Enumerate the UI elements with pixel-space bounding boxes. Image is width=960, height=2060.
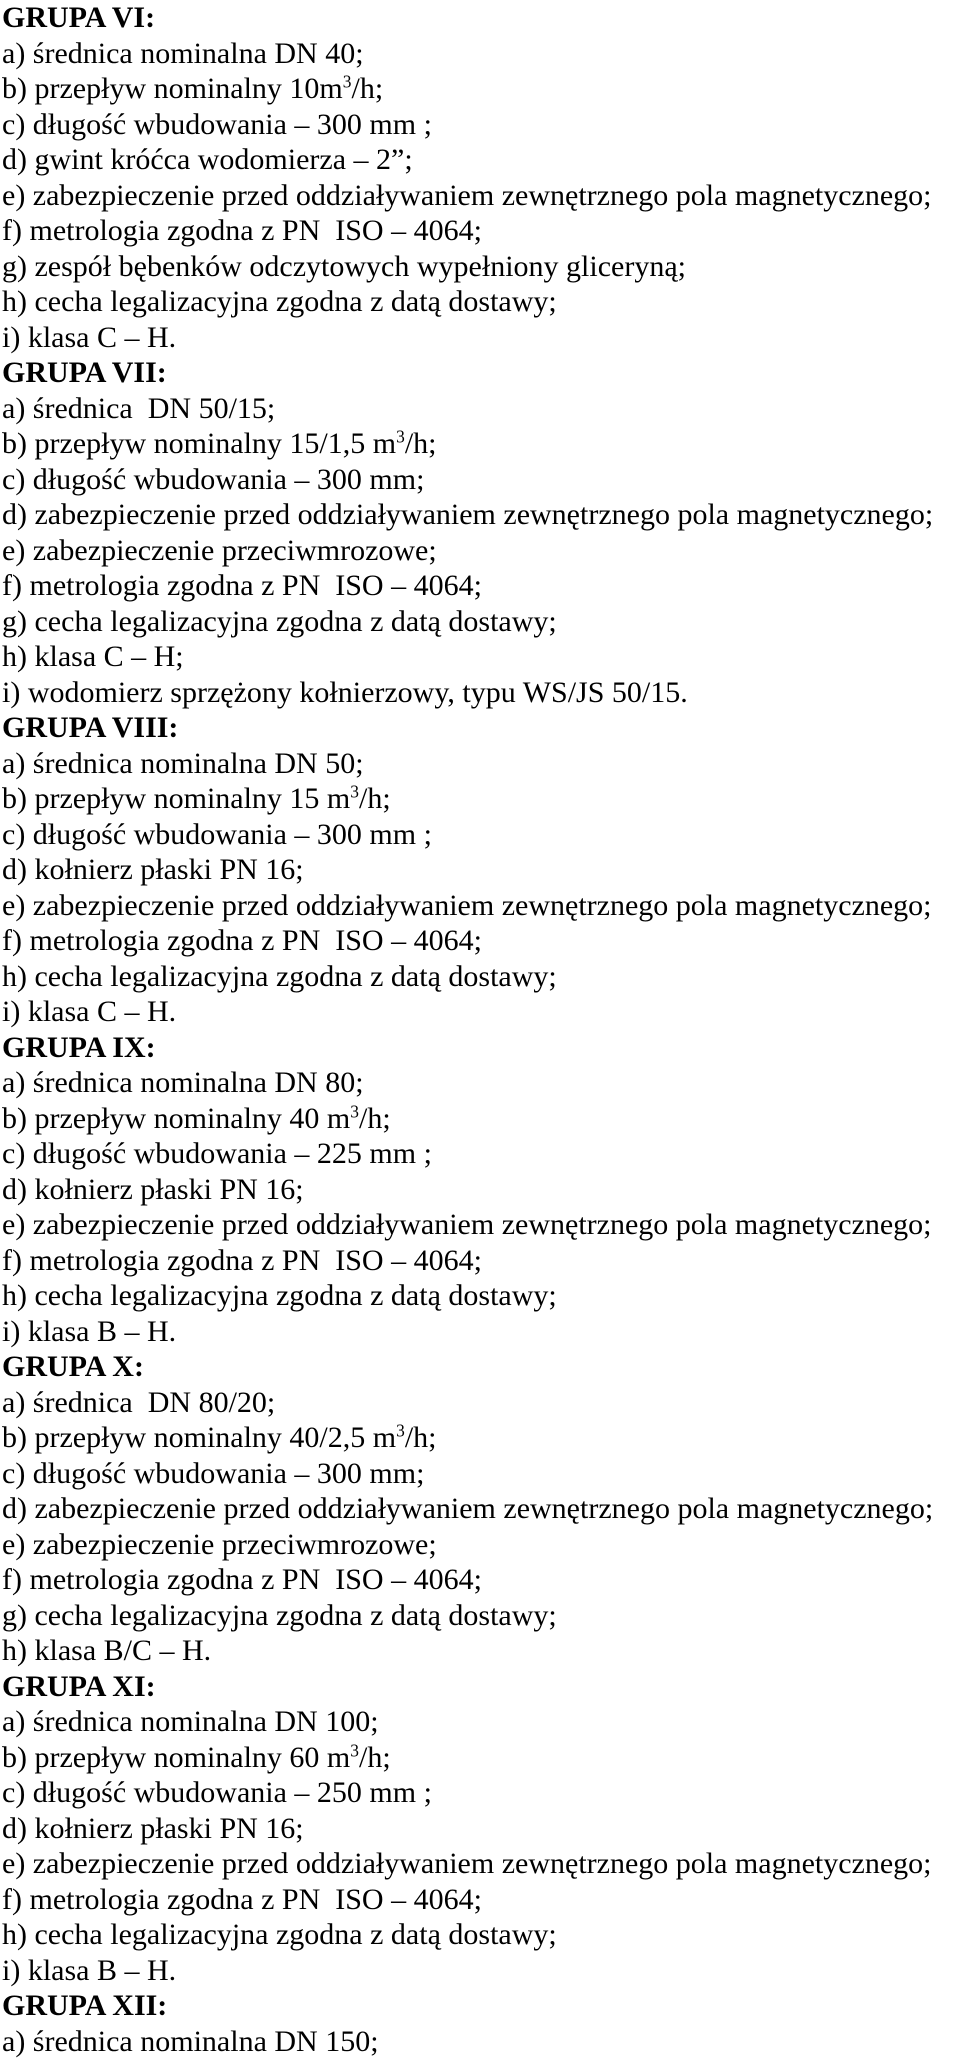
group-heading: GRUPA VIII: xyxy=(2,711,179,744)
spec-item: f) metrologia zgodna z PN ISO – 4064; xyxy=(2,1243,482,1277)
spec-item-text: b) przepływ nominalny 40 m xyxy=(2,1101,351,1135)
spec-item: g) zespół bębenków odczytowych wypełniony gliceryną; xyxy=(2,249,686,283)
superscript: 3 xyxy=(350,1101,359,1122)
spec-item: a) średnica nominalna DN 50; xyxy=(2,746,364,780)
spec-item xyxy=(2,1101,960,1137)
spec-item: d) kołnierz płaski PN 16; xyxy=(2,1811,304,1845)
spec-item-text: /h; xyxy=(358,1101,391,1135)
spec-item: c) długość wbudowania – 300 mm; xyxy=(2,1456,425,1490)
spec-item: i) klasa B – H. xyxy=(2,1953,177,1987)
spec-item: e) zabezpieczenie przed oddziaływaniem zewnętrznego pola magnetycznego; xyxy=(2,1847,932,1880)
superscript: 3 xyxy=(350,781,359,802)
spec-item: h) cecha legalizacyjna zgodna z datą dostawy; xyxy=(2,285,557,318)
spec-item: a) średnica nominalna DN 40; xyxy=(2,36,364,70)
spec-item-text: /h; xyxy=(358,782,391,815)
group-heading: GRUPA XII: xyxy=(2,1989,168,2022)
spec-item: a) średnica nominalna DN 150; xyxy=(2,2024,379,2058)
spec-item: g) cecha legalizacyjna zgodna z datą dostawy; xyxy=(2,604,557,638)
group-heading: GRUPA IX: xyxy=(2,1030,156,1064)
spec-item-text: /h; xyxy=(358,1740,391,1774)
spec-item: e) zabezpieczenie przed oddziaływaniem zewnętrznego pola magnetycznego; xyxy=(2,1208,932,1241)
spec-item: e) zabezpieczenie przed oddziaływaniem zewnętrznego pola magnetycznego; xyxy=(2,178,932,212)
spec-item-text: b) przepływ nominalny 10m xyxy=(2,72,343,105)
spec-item: c) długość wbudowania – 225 mm ; xyxy=(2,1137,432,1170)
spec-item: c) długość wbudowania – 300 mm ; xyxy=(2,107,432,141)
spec-item: e) zabezpieczenie przeciwmrozowe; xyxy=(2,1527,437,1561)
group-xii xyxy=(2,1988,960,2059)
group-heading: GRUPA VII: xyxy=(2,356,167,389)
group-heading: GRUPA X: xyxy=(2,1350,144,1383)
spec-item xyxy=(2,426,960,462)
spec-item: f) metrologia zgodna z PN ISO – 4064; xyxy=(2,569,482,602)
group-x xyxy=(2,1349,960,1669)
spec-item: f) metrologia zgodna z PN ISO – 4064; xyxy=(2,924,482,957)
spec-item: f) metrologia zgodna z PN ISO – 4064; xyxy=(2,1882,482,1916)
spec-item: d) gwint króćca wodomierza – 2”; xyxy=(2,143,413,176)
spec-item: e) zabezpieczenie przeciwmrozowe; xyxy=(2,533,437,567)
spec-item xyxy=(2,1740,960,1776)
spec-item: i) klasa B – H. xyxy=(2,1314,177,1348)
spec-item: h) cecha legalizacyjna zgodna z datą dostawy; xyxy=(2,1918,557,1951)
superscript: 3 xyxy=(396,426,405,447)
spec-item-text: b) przepływ nominalny 40/2,5 m xyxy=(2,1421,397,1454)
spec-item: c) długość wbudowania – 300 mm ; xyxy=(2,817,432,851)
superscript: 3 xyxy=(396,1420,405,1441)
spec-item: c) długość wbudowania – 250 mm ; xyxy=(2,1776,432,1809)
spec-item xyxy=(2,1420,960,1456)
spec-item: e) zabezpieczenie przed oddziaływaniem zewnętrznego pola magnetycznego; xyxy=(2,888,932,922)
spec-item-text: /h; xyxy=(351,72,384,105)
spec-item-text: /h; xyxy=(404,1421,437,1454)
spec-item: h) klasa C – H; xyxy=(2,640,184,673)
spec-item: h) klasa B/C – H. xyxy=(2,1634,212,1667)
group-viii xyxy=(2,710,960,1030)
spec-item-text: /h; xyxy=(404,427,437,460)
group-vi xyxy=(2,0,960,355)
spec-item: a) średnica DN 50/15; xyxy=(2,391,276,425)
spec-item-text: b) przepływ nominalny 15 m xyxy=(2,782,351,815)
group-heading: GRUPA VI: xyxy=(2,1,156,34)
superscript: 3 xyxy=(350,1740,359,1761)
spec-item-text: b) przepływ nominalny 60 m xyxy=(2,1740,351,1774)
spec-item: g) cecha legalizacyjna zgodna z datą dostawy; xyxy=(2,1598,557,1632)
group-xi xyxy=(2,1669,960,1989)
spec-item: d) zabezpieczenie przed oddziaływaniem zewnętrznego pola magnetycznego; xyxy=(2,498,934,531)
group-heading: GRUPA XI: xyxy=(2,1669,156,1703)
spec-item: f) metrologia zgodna z PN ISO – 4064; xyxy=(2,1563,482,1596)
spec-item xyxy=(2,781,960,817)
spec-item: a) średnica nominalna DN 80; xyxy=(2,1066,364,1099)
spec-item: d) kołnierz płaski PN 16; xyxy=(2,853,304,886)
spec-item: h) cecha legalizacyjna zgodna z datą dostawy; xyxy=(2,1279,557,1312)
group-ix xyxy=(2,1030,960,1350)
spec-item-text: b) przepływ nominalny 15/1,5 m xyxy=(2,427,397,460)
spec-item: h) cecha legalizacyjna zgodna z datą dostawy; xyxy=(2,959,557,993)
spec-item: d) zabezpieczenie przed oddziaływaniem zewnętrznego pola magnetycznego; xyxy=(2,1492,934,1525)
group-vii xyxy=(2,355,960,710)
spec-item: c) długość wbudowania – 300 mm; xyxy=(2,462,425,496)
spec-item: i) klasa C – H. xyxy=(2,320,177,354)
spec-item: f) metrologia zgodna z PN ISO – 4064; xyxy=(2,214,482,247)
spec-item: i) klasa C – H. xyxy=(2,995,177,1028)
spec-item: i) wodomierz sprzężony kołnierzowy, typu WS/JS 50/15. xyxy=(2,675,688,709)
spec-item: a) średnica DN 80/20; xyxy=(2,1385,276,1419)
spec-item xyxy=(2,71,960,107)
spec-item: a) średnica nominalna DN 100; xyxy=(2,1705,379,1738)
superscript: 3 xyxy=(342,71,352,92)
spec-item: d) kołnierz płaski PN 16; xyxy=(2,1172,304,1206)
